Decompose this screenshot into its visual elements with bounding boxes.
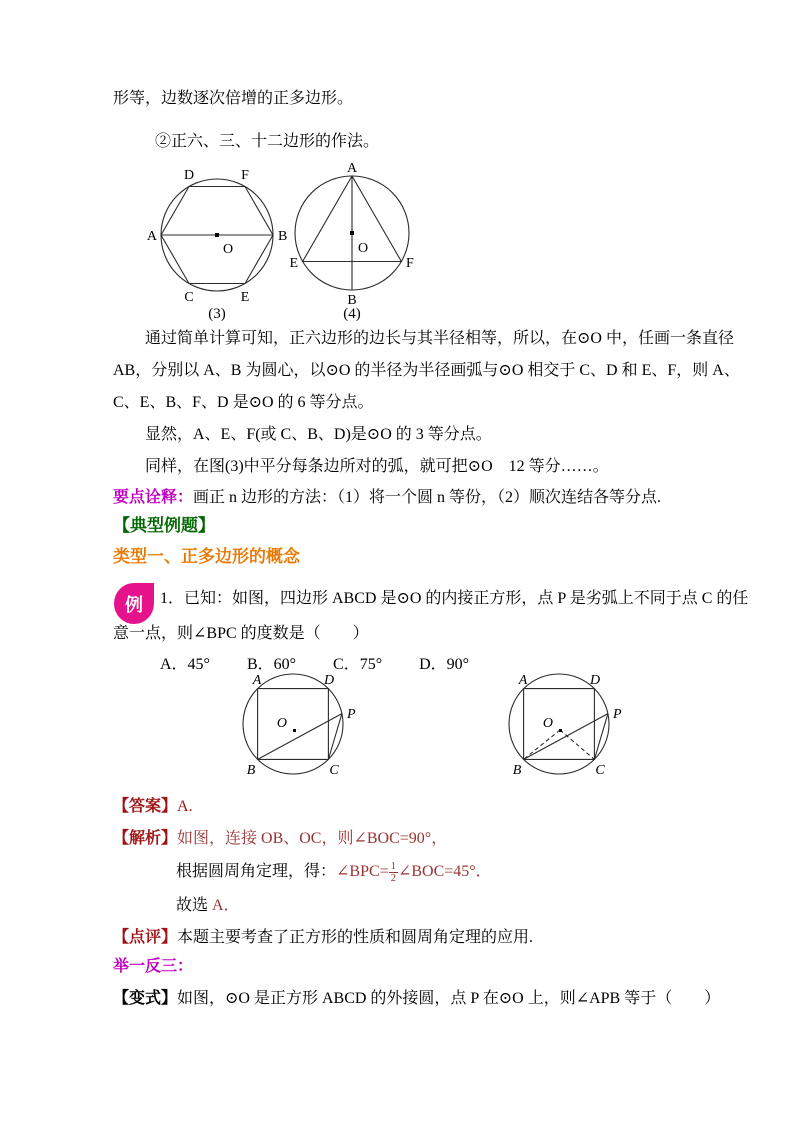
figure-square-in-circle-question [236, 672, 366, 790]
vertex-label-b: B [347, 293, 357, 308]
analysis-line1-text: 如图，连接 OB、OC，则∠BOC=90°， [177, 830, 448, 847]
dashed-radius-ob [524, 730, 560, 759]
square-outline [524, 689, 595, 760]
fraction-denominator: 2 [390, 873, 396, 885]
more-practice-heading: 举一反三： [113, 958, 194, 975]
fraction-numerator: 1 [390, 861, 396, 872]
figure-hexagon-in-circle [148, 162, 300, 320]
figure-triangle-in-circle [288, 162, 423, 320]
center-label-o: O [358, 241, 369, 256]
paragraph-hexagon-construction-2: AB，分别以 A、B 为圆心，以⊙O 的半径为半径画弧与⊙O 相交于 C、D 和 E、F，则 A、 [113, 362, 740, 379]
example-badge-icon: 例 [114, 583, 154, 624]
example-question-line1: 1．已知：如图，四边形 ABCD 是⊙O 的内接正方形，点 P 是劣弧上不同于点 C 的任 [160, 590, 749, 607]
center-dot [215, 233, 219, 237]
chord-bp [524, 714, 608, 760]
intro-continuation-text: 形等，边数逐次倍增的正多边形。 [113, 90, 354, 107]
conclusion-lead: 故选 [176, 897, 213, 914]
analysis-line3 [176, 896, 240, 916]
vertex-label-e: E [289, 256, 298, 271]
center-label-o: O [276, 716, 287, 731]
point-label-p: P [347, 707, 356, 722]
vertex-label-c: C [184, 290, 194, 305]
option-a: A．45° [160, 656, 210, 673]
analysis-line1 [113, 829, 447, 849]
chord-pc [328, 714, 342, 760]
option-d: D．90° [419, 656, 470, 673]
square-outline [258, 689, 329, 760]
fraction-one-half [389, 861, 398, 884]
comment-text: 本题主要考查了正方形的性质和圆周角定理的应用. [177, 929, 534, 946]
vertex-label-d: D [589, 673, 601, 688]
type1-heading: 类型一、正多边形的概念 [113, 547, 300, 566]
paragraph-twelve-points: 同样，在图(3)中平分每条边所对的弧，就可把⊙O 12 等分……。 [145, 458, 609, 475]
vertex-label-b: B [512, 763, 522, 778]
example-question-line2: 意一点，则∠BPC 的度数是（ ） [113, 625, 369, 642]
formula-boc: ∠BOC=45°． [397, 862, 492, 880]
analysis-label: 【解析】 [113, 830, 178, 847]
center-dot [559, 729, 562, 732]
keynote-text: 画正 n 边形的方法：（1）将一个圆 n 等份，（2）顺次连结各等分点. [193, 489, 662, 506]
paragraph-hexagon-construction-3: C、E、B、F、D 是⊙O 的 6 等分点。 [113, 394, 374, 411]
conclusion-choice: A． [212, 897, 240, 914]
comment-label: 【点评】 [113, 929, 178, 946]
answer-line [113, 797, 193, 817]
option-b: B．60° [246, 656, 297, 673]
variant-text: 如图，⊙O 是正方形 ABCD 的外接圆，点 P 在⊙O 上，则∠APB 等于（ ） [177, 990, 721, 1007]
center-dot [293, 729, 296, 732]
keynote-line [113, 488, 661, 508]
answer-text: A. [177, 798, 193, 815]
center-label-o: O [542, 716, 553, 731]
construction-subheading: ②正六、三、十二边形的作法。 [155, 133, 380, 150]
vertex-label-e: E [240, 290, 250, 305]
section-typical-examples: 【典型例题】 [113, 516, 215, 535]
vertex-label-b: B [278, 229, 288, 244]
answer-label: 【答案】 [113, 798, 178, 815]
vertex-label-a: A [252, 673, 262, 688]
vertex-label-d: D [323, 673, 335, 688]
vertex-label-d: D [183, 168, 195, 183]
vertex-label-a: A [146, 229, 157, 244]
vertex-label-c: C [595, 763, 605, 778]
option-c: C．75° [333, 656, 383, 673]
variant-label: 【变式】 [113, 990, 178, 1007]
dashed-radius-oc [560, 730, 594, 759]
point-label-p: P [613, 707, 622, 722]
vertex-label-b: B [246, 763, 256, 778]
chord-bp [258, 714, 342, 760]
analysis-line2-lead: 根据圆周角定理，得： [176, 862, 337, 880]
center-dot [350, 231, 354, 235]
center-label-o: O [223, 242, 234, 257]
analysis-line2 [176, 861, 492, 884]
formula-bpc: ∠BPC= [336, 862, 389, 880]
vertex-label-c: C [329, 763, 339, 778]
figure-caption-3: (3) [208, 306, 226, 322]
paragraph-hexagon-construction-1: 通过简单计算可知，正六边形的边长与其半径相等，所以，在⊙O 中，任画一条直径 [145, 330, 734, 347]
comment-line [113, 928, 533, 948]
vertex-label-a: A [346, 161, 358, 176]
figure-square-in-circle-solution [502, 672, 632, 790]
paragraph-three-points: 显然，A、E、F(或 C、B、D)是⊙O 的 3 等分点。 [145, 426, 492, 443]
variant-line [113, 989, 720, 1009]
vertex-label-a: A [518, 673, 528, 688]
vertex-label-f: F [241, 168, 249, 183]
vertex-label-f: F [406, 256, 414, 271]
keynote-label: 要点诠释： [113, 489, 194, 506]
figure-caption-4: (4) [343, 306, 361, 322]
chord-pc [594, 714, 608, 760]
